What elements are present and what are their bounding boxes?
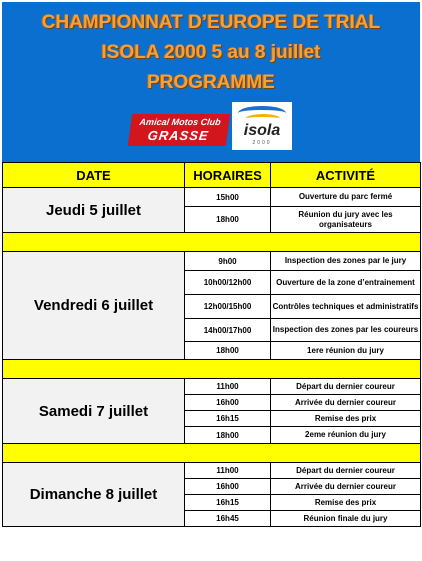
activity-cell: Réunion finale du jury xyxy=(271,511,421,527)
header-banner xyxy=(2,2,420,162)
resort-logo-sub: 2000 xyxy=(252,140,272,146)
activity-cell: Remise des prix xyxy=(271,495,421,511)
table-row xyxy=(3,463,421,479)
time-cell: 18h00 xyxy=(185,342,271,360)
separator-row xyxy=(3,360,421,379)
time-cell: 18h00 xyxy=(185,427,271,444)
activity-cell: Arrivée du dernier coureur xyxy=(271,479,421,495)
column-header-date: DATE xyxy=(3,163,185,188)
day-label: Jeudi 5 juillet xyxy=(3,188,185,233)
table-row xyxy=(3,379,421,395)
title-line-3: PROGRAMME xyxy=(147,72,275,93)
activity-cell: Remise des prix xyxy=(271,411,421,427)
activity-cell: Inspection des zones par les coureurs xyxy=(271,319,421,342)
time-cell: 16h00 xyxy=(185,395,271,411)
time-cell: 11h00 xyxy=(185,379,271,395)
time-cell: 11h00 xyxy=(185,463,271,479)
time-cell: 16h45 xyxy=(185,511,271,527)
time-cell: 18h00 xyxy=(185,207,271,233)
time-cell: 14h00/17h00 xyxy=(185,319,271,342)
separator-row xyxy=(3,233,421,252)
time-cell: 16h00 xyxy=(185,479,271,495)
separator-row xyxy=(3,444,421,463)
schedule-table xyxy=(2,162,421,527)
club-logo-line1: Amical Motos Club xyxy=(138,117,222,127)
activity-cell: Ouverture de la zone d’entrainement xyxy=(271,271,421,295)
activity-cell: Inspection des zones par le jury xyxy=(271,252,421,271)
day-label: Vendredi 6 juillet xyxy=(3,252,185,360)
resort-logo xyxy=(232,102,292,150)
table-row xyxy=(3,188,421,207)
activity-cell: Départ du dernier coureur xyxy=(271,379,421,395)
resort-logo-name: isola xyxy=(243,122,281,139)
activity-cell: Arrivée du dernier coureur xyxy=(271,395,421,411)
activity-cell: Contrôles techniques et administratifs xyxy=(271,295,421,319)
activity-cell: Ouverture du parc fermé xyxy=(271,188,421,207)
club-logo-line2: GRASSE xyxy=(146,128,210,143)
title-line-2: ISOLA 2000 5 au 8 juillet xyxy=(101,42,321,63)
column-header-hours: HORAIRES xyxy=(185,163,271,188)
time-cell: 15h00 xyxy=(185,188,271,207)
activity-cell: Réunion du jury avec les organisateurs xyxy=(271,207,421,233)
activity-cell: 2eme réunion du jury xyxy=(271,427,421,444)
table-header-row xyxy=(3,163,421,188)
activity-cell: Départ du dernier coureur xyxy=(271,463,421,479)
time-cell: 12h00/15h00 xyxy=(185,295,271,319)
activity-cell: 1ere réunion du jury xyxy=(271,342,421,360)
time-cell: 9h00 xyxy=(185,252,271,271)
day-label: Samedi 7 juillet xyxy=(3,379,185,444)
title-line-1: CHAMPIONNAT D’EUROPE DE TRIAL xyxy=(41,12,381,33)
time-cell: 16h15 xyxy=(185,411,271,427)
club-logo xyxy=(128,114,230,146)
time-cell: 10h00/12h00 xyxy=(185,271,271,295)
column-header-activity: ACTIVITÉ xyxy=(271,163,421,188)
table-row xyxy=(3,252,421,271)
time-cell: 16h15 xyxy=(185,495,271,511)
day-label: Dimanche 8 juillet xyxy=(3,463,185,527)
